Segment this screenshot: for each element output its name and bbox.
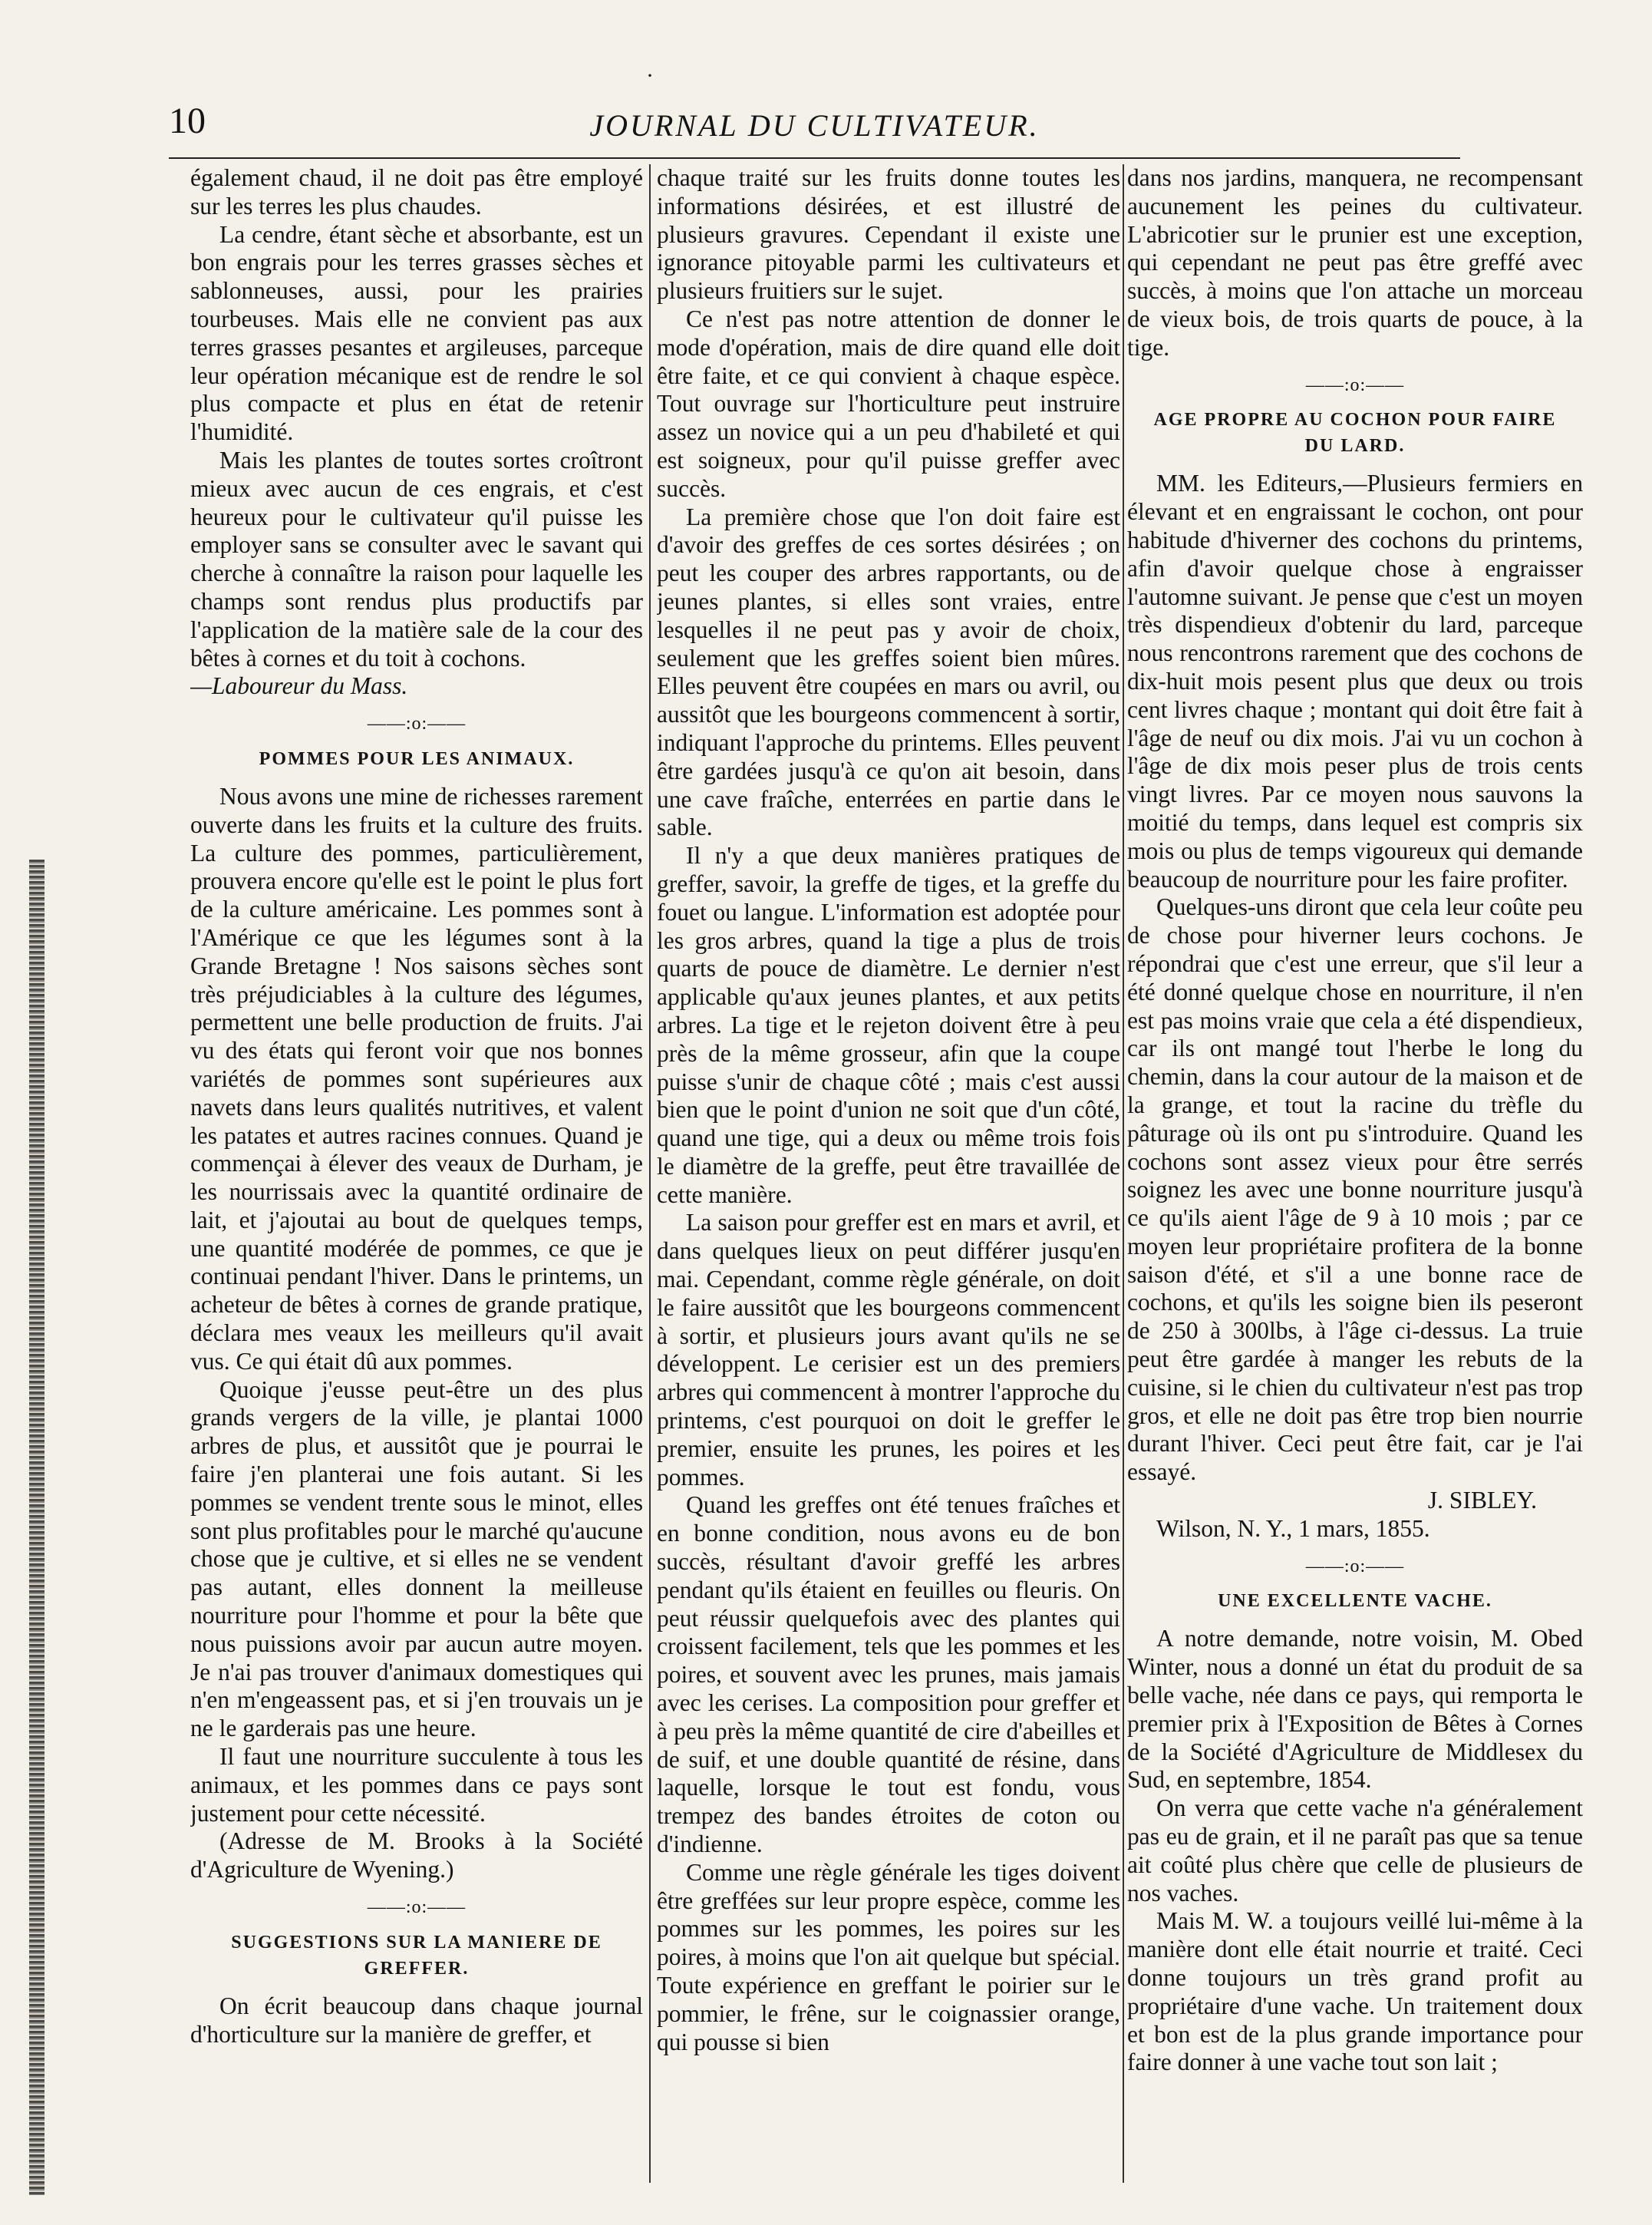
paragraph: Ce n'est pas notre attention de donner le mode d'opération, mais de dire quand elle doit être faite, et ce qui convient à chaque espèce. Tout ouvrage sur l'horticulture peut instruire assez un novice qui a un peu d'habileté et qui est soigneux, pour qu'il puisse greffer avec succès. <box>657 305 1120 502</box>
paragraph: (Adresse de M. Brooks à la Société d'Agriculture de Wyening.) <box>190 1827 643 1883</box>
column-divider <box>1123 164 1124 2183</box>
paragraph: Quelques-uns diront que cela leur coûte peu de chose pour hiverner leurs cochons. Je répondrai que c'est une erreur, que s'il leur a été donné quelque chose en nourriture, il n'en est pas moins vraie que cela a été dispendieux, car ils ont mangé tout l'herbe le long du chemin, dans la cour autour de la maison et de la grange, et tout la racine du trèfle du pâturage où ils ont pu s'introduire. Quand les cochons sont assez vieux pour être serrés soignez les avec une bonne nourriture jusqu'à ce qu'ils aient l'âge de 9 à 10 mois ; par ce moyen leur propriétaire profitera de la bonne saison d'été, et s'il a une bonne race de cochons, et qu'ils les soigne bien ils peseront de 250 à 300lbs, à l'âge ci-dessus. La truie peut être gardée à manger les rebuts de la cuisine, si le chien du cultivateur n'est pas trop gros, et elle ne doit pas être trop bien nourrie durant l'hiver. Ceci peut être fait, car je l'ai essayé. <box>1127 893 1583 1486</box>
article-heading: UNE EXCELLENTE VACHE. <box>1218 1591 1492 1612</box>
paragraph-continued: également chaud, il ne doit pas être employé sur les terres les plus chaudes. <box>190 164 643 220</box>
paragraph-continued: chaque traité sur les fruits donne toutes les informations désirées, et est illustré de plusieurs gravures. Cependant il existe une ignorance pitoyable parmi les cultivateurs et plusieurs fruitiers sur le sujet. <box>657 164 1120 305</box>
paragraph: La cendre, étant sèche et absorbante, est un bon engrais pour les terres grasses sèches et sablonneuses, aussi, pour les prairies tourbeuses. Mais elle ne convient pas aux terres grasses pesantes et argileuses, parceque leur opération mécanique est de rendre le sol plus compacte et plus en état de retenir l'humidité. <box>190 220 643 446</box>
section-ornament: ——:o:—— <box>1305 1556 1405 1576</box>
paragraph: On verra que cette vache n'a généralement pas eu de grain, et il ne paraît pas que sa tenue ait coûté plus chère que celle de plusieurs de nos vaches. <box>1127 1794 1583 1906</box>
paragraph: Mais M. W. a toujours veillé lui-même à la manière dont elle était nourrie et traité. Ceci donne toujours un très grand profit au propriétaire d'une vache. Un traitement doux et bon est de la plus grande importance pour faire donner à une vache tout son lait ; <box>1127 1907 1583 2076</box>
attribution: —Laboureur du Mass. <box>190 672 408 700</box>
section-ornament: ——:o:—— <box>367 1897 467 1918</box>
paragraph: La première chose que l'on doit faire est d'avoir des greffes de ces sortes désirées ; on peut les couper des arbres rapportants, ou de jeunes plantes, si elles sont vraies, entre lesquelles il ne peut pas y avoir de choix, seulement que les greffes soient bien mûres. Elles peuvent être coupées en mars ou avril, ou aussitôt que les bourgeons commencent à sortir, indiquant l'approche du printems. Elles peuvent être gardées jusqu'à ce qu'on ait besoin, dans une cave fraîche, enterrées en partie dans le sable. <box>657 503 1120 841</box>
paragraph: Quand les greffes ont été tenues fraîches et en bonne condition, nous avons eu de bon succès, résultant d'avoir greffé les arbres pendant qu'ils étaient en feuilles ou fleuris. On peut réussir quelquefois avec des plantes qui croissent facilement, tels que les pommes et les poires, et souvent avec les prunes, mais jamais avec les cerises. La composition pour greffer et à peu près la même quantité de cire d'abeilles et de suif, et une double quantité de résine, dans laquelle, lorsque le tout est fondu, vous trempez des bandes étroites de coton ou d'indienne. <box>657 1491 1120 1858</box>
paragraph: Il n'y a que deux manières pratiques de greffer, savoir, la greffe de tiges, et la greffe du fouet ou langue. L'information est adoptée pour les gros arbres, quand la tige a plus de trois quarts de pouce de diamètre. Le dernier n'est applicable qu'aux jeunes plantes, et aux petits arbres. La tige et le rejeton doivent être à peu près de la même grosseur, afin que la coupe puisse s'unir de chaque côté ; mais c'est aussi bien que le point d'union ne soit que d'un côté, quand une tige, qui a deux ou même trois fois le diamètre de la greffe, peut être travaillée de cette manière. <box>657 842 1120 1208</box>
paragraph: Nous avons une mine de richesses rarement ouverte dans les fruits et la culture des fruits. La culture des pommes, particulièrement, prouvera encore qu'elle est le point le plus fort de la culture américaine. Les pommes sont à l'Amérique ce que les légumes sont à la Grande Bretagne ! Nos saisons sèches sont très préjudiciables à la culture des légumes, permettent une belle production de fruits. J'ai vu des états qui feront voir que nos bonnes variétés de pommes sont supérieures aux navets dans leurs qualités nutritives, et valent les patates et autres racines connues. Quand je commençai à élever des veaux de Durham, je les nourrissais avec la quantité ordinaire de lait, et j'ajoutai au bout de quelques temps, une quantité modérée de pommes, ce que je continuai pendant l'hiver. Dans le printems, un acheteur de bêtes à cornes de grande pratique, déclara mes veaux les meilleurs qu'il avait vus. Ce qui était dû aux pommes. <box>190 782 643 1375</box>
header-rule <box>169 157 1460 159</box>
column-2 <box>657 164 1120 2183</box>
article-heading: POMMES POUR LES ANIMAUX. <box>259 748 575 769</box>
journal-title: JOURNAL DU CULTIVATEUR. <box>589 108 1040 143</box>
section-ornament: ——:o:—— <box>1305 375 1405 395</box>
paragraph-continued: dans nos jardins, manquera, ne recompensant aucunement les peines du cultivateur. L'abricotier sur le prunier est une exception, qui cependant ne peut pas être greffé avec succès, à moins que l'on attache un morceau de vieux bois, de trois quarts de pouce, à la tige. <box>1127 164 1583 361</box>
dateline: Wilson, N. Y., 1 mars, 1855. <box>1156 1514 1430 1542</box>
page-edge-scan-artifact <box>29 860 45 2195</box>
page-number: 10 <box>169 101 206 141</box>
paragraph: Il faut une nourriture succulente à tous les animaux, et les pommes dans ce pays sont justement pour cette nécessité. <box>190 1743 643 1827</box>
paragraph: La saison pour greffer est en mars et avril, et dans quelques lieux on peut différer jusqu'en mai. Cependant, comme règle générale, on doit le faire aussitôt que les bourgeons commencent à sortir, et plusieurs jours avant qu'ils ne se développent. Le cerisier est un des premiers arbres qui commencent à montrer l'approche du printems, c'est pourquoi on doit le greffer le premier, ensuite les prunes, les poires et les pommes. <box>657 1209 1120 1490</box>
paragraph: MM. les Editeurs,—Plusieurs fermiers en élevant et en engraissant le cochon, ont pour habitude d'hiverner des cochons du printems, afin d'avoir quelque chose à engraisser l'automne suivant. Je pense que c'est un moyen très dispendieux d'obtenir du lard, parceque nous rencontrons rarement que des cochons de dix-huit mois pesent plus que deux ou trois cent livres chaque ; montant qui doit être fait à l'âge de neuf ou dix mois. J'ai vu un cochon à l'âge de dix mois peser plus de trois cents vingt livres. Par ce moyen nous sauvons la moitié du temps, dans lequel est compris six mois ou plus de temps vigoureux qui demande beaucoup de nourriture pour les faire profiter. <box>1127 470 1583 893</box>
column-3 <box>1127 164 1583 2183</box>
paragraph: A notre demande, notre voisin, M. Obed Winter, nous a donné un état du produit de sa belle vache, née dans ce pays, qui remporta le premier prix à l'Exposition de Bêtes à Cornes de la Société d'Agriculture de Middlesex du Sud, en septembre, 1854. <box>1127 1625 1583 1794</box>
paragraph: On écrit beaucoup dans chaque journal d'horticulture sur la manière de greffer, et <box>190 1992 643 2048</box>
column-1 <box>190 164 643 2183</box>
paragraph: Quoique j'eusse peut-être un des plus grands vergers de la ville, je plantai 1000 arbres de plus, et aussitôt que je pourrai le faire j'en planterai une fois autant. Si les pommes se vendent trente sous le minot, elles sont plus profitables pour le marché qu'aucune chose que je cultive, et si elles ne se vendent pas autant, elles donnent la meilleuse nourriture pour l'homme et pour la bête que nous puissions avoir par aucun autre moyen. Je n'ai pas trouver d'animaux domestiques qui n'en m'engeassent pas, et si j'en trouvais un je ne le garderais pas une heure. <box>190 1375 643 1742</box>
section-ornament: ——:o:—— <box>367 714 467 735</box>
signature: J. SIBLEY. <box>1427 1487 1537 1514</box>
ink-dot: · <box>646 63 654 88</box>
column-divider <box>649 164 651 2183</box>
paragraph: Comme une règle générale les tiges doivent être greffées sur leur propre espèce, comme les pommes sur les pommes, les poires sur les poires, à moins que l'on ait quelque but spécial. Toute expérience en greffant le poirier sur le pommier, le frêne, sur le coignassier orange, qui pousse si bien <box>657 1858 1120 2055</box>
article-heading: SUGGESTIONS SUR LA MANIERE DE GREFFER. <box>231 1932 602 1979</box>
article-heading: AGE PROPRE AU COCHON POUR FAIRE DU LARD. <box>1153 410 1557 457</box>
page-header <box>169 100 1460 154</box>
paragraph: Mais les plantes de toutes sortes croîtront mieux avec aucun de ces engrais, et c'est heureux pour le cultivateur qu'il puisse les employer sans se consulter avec le savant qui cherche à connaître la raison pour laquelle les champs sont rendus plus productifs par l'application de la matière sale de la cour des bêtes à cornes et du toit à cochons. <box>190 446 643 672</box>
